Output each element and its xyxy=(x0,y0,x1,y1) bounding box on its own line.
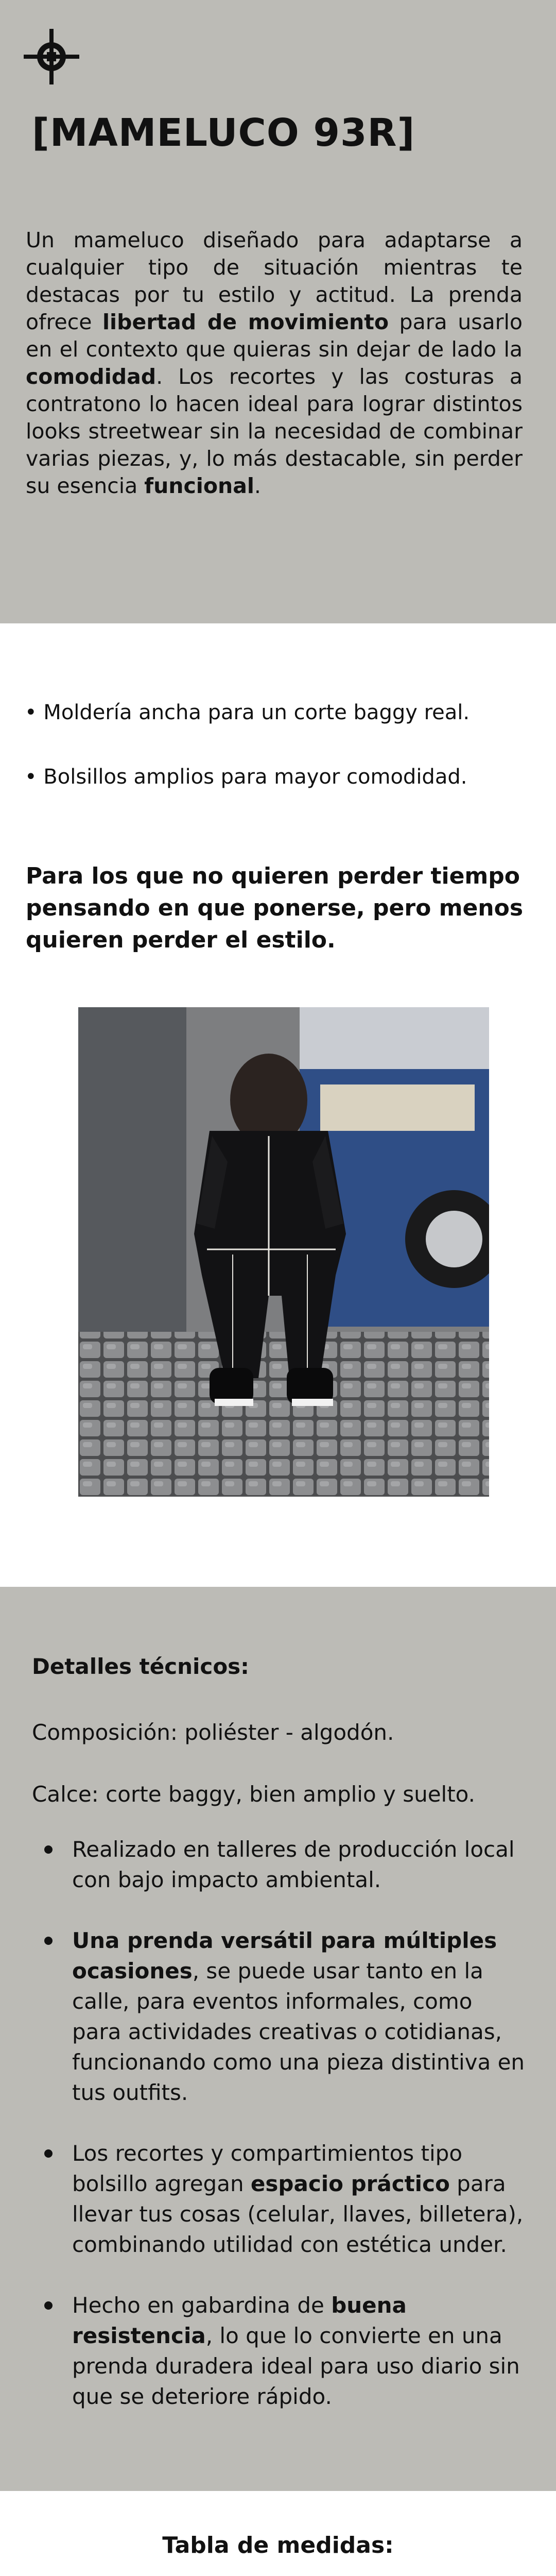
feature-item-fit: • Moldería ancha para un corte baggy real. xyxy=(25,701,470,724)
tech-details-heading: Detalles técnicos: xyxy=(32,1654,249,1679)
tech-details-list xyxy=(41,1834,525,2442)
product-photo xyxy=(78,1007,489,1497)
composition-text: Composición: poliéster - algodón. xyxy=(32,1720,394,1745)
tech-details-section xyxy=(0,1587,556,2491)
product-title: [MAMELUCO 93R] xyxy=(32,111,415,155)
size-table-title: Tabla de medidas: xyxy=(162,2532,394,2558)
tech-item-fabric: Hecho en gabardina de buena resistencia, lo que lo convierte en una prenda duradera ideal para uso diario sin que se deteriore rápido. xyxy=(41,2290,525,2412)
hero-section xyxy=(0,0,556,623)
fit-text: Calce: corte baggy, bien amplio y suelto. xyxy=(32,1782,475,1807)
tech-item-versatile: Una prenda versátil para múltiples ocasiones, se puede usar tanto en la calle, para eventos informales, como para actividades creativas o cotidianas, funcionando como una pieza distintiva en tus outfits. xyxy=(41,1925,525,2108)
product-description: Un mameluco diseñado para adaptarse a cualquier tipo de situación mientras te destacas por tu estilo y actitud. La prenda ofrece libertad de movimiento para usarlo en el contexto que quieras sin dejar de lado la comodidad. Los recortes y las costuras a contratono lo hacen ideal para lograr distintos looks streetwear sin la necesidad de combinar varias piezas, y, lo más destacable, sin perder su esencia funcional. xyxy=(26,228,523,498)
tech-item-production: Realizado en talleres de producción local con bajo impacto ambiental. xyxy=(41,1834,525,1895)
promo-text: Para los que no quieren perder tiempo pensando en que ponerse, pero menos quieren perder el estilo. xyxy=(26,863,524,953)
crosshair-icon xyxy=(21,26,82,88)
tech-item-pockets: Los recortes y compartimientos tipo bolsillo agregan espacio práctico para llevar tus cosas (celular, llaves, billetera), combinando utilidad con estética under. xyxy=(41,2138,525,2260)
feature-item-pockets: • Bolsillos amplios para mayor comodidad. xyxy=(25,765,467,789)
